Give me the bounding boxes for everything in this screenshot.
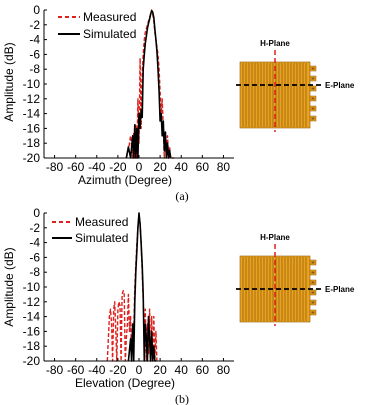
y-tick-label: -14 — [22, 106, 40, 121]
antenna-port-pin — [312, 272, 315, 274]
x-tick-label: 0 — [135, 363, 143, 377]
legend — [52, 215, 128, 245]
antenna-port-pin — [312, 78, 315, 80]
y-tick-label: 0 — [33, 206, 40, 220]
y-tick-label: -6 — [29, 47, 40, 62]
y-tick-label: -18 — [22, 136, 40, 151]
antenna-port-pin — [312, 68, 315, 70]
x-tick-label: 40 — [174, 160, 188, 174]
x-tick-label: 80 — [216, 363, 231, 377]
y-tick-label: -16 — [22, 121, 40, 136]
series-line-simulated — [128, 213, 156, 361]
y-tick-label: -8 — [29, 62, 40, 77]
x-tick-label: -20 — [109, 160, 127, 174]
x-tick-label: 40 — [174, 363, 188, 377]
e-plane-label: E-Plane — [325, 285, 355, 294]
antenna-port-pin — [312, 282, 315, 284]
x-tick-label: 20 — [153, 160, 167, 174]
chart-panel-b — [2, 206, 234, 405]
x-tick-label: -40 — [88, 160, 106, 174]
legend-label-simulated: Simulated — [83, 27, 137, 41]
antenna-ports — [310, 66, 316, 121]
y-axis-label: Amplitude (dB) — [2, 42, 16, 122]
antenna-port-pin — [312, 108, 315, 110]
y-tick-label: -12 — [22, 294, 40, 309]
y-tick-label: -10 — [22, 280, 40, 294]
x-tick-label: 60 — [195, 160, 210, 174]
x-axis-label: Azimuth (Degree) — [77, 173, 173, 187]
legend-label-measured: Measured — [75, 215, 129, 229]
antenna-port-pin — [312, 262, 315, 264]
chart-panel-a — [2, 3, 234, 203]
y-tick-label: -10 — [22, 77, 40, 91]
y-tick-label: -8 — [29, 265, 40, 280]
x-tick-label: -60 — [66, 363, 85, 377]
caption-a: (a) — [175, 189, 189, 203]
h-plane-label: H-Plane — [260, 39, 290, 48]
antenna-port-pin — [312, 302, 315, 304]
y-tick-label: -16 — [22, 324, 40, 339]
y-tick-label: 0 — [33, 3, 40, 17]
x-tick-label: 60 — [195, 363, 210, 377]
x-tick-label: 0 — [135, 160, 143, 174]
antenna-port-pin — [312, 292, 315, 294]
antenna-port-pin — [312, 98, 315, 100]
y-tick-label: -4 — [29, 235, 40, 250]
antenna-port-pin — [312, 312, 315, 314]
x-tick-label: -20 — [109, 363, 127, 377]
caption-b: (b) — [175, 392, 189, 405]
antenna-inset-a — [236, 39, 355, 132]
antenna-ports — [310, 260, 316, 315]
legend-label-measured: Measured — [83, 10, 137, 24]
x-tick-label: -40 — [88, 363, 106, 377]
y-tick-label: -18 — [22, 339, 40, 354]
y-axis-label: Amplitude (dB) — [2, 247, 16, 327]
legend-label-simulated: Simulated — [75, 231, 129, 245]
y-tick-label: -2 — [29, 220, 40, 235]
x-tick-label: 20 — [153, 363, 167, 377]
x-axis-label: Elevation (Degree) — [74, 376, 176, 390]
y-tick-label: -2 — [29, 17, 40, 32]
legend — [58, 10, 136, 41]
x-tick-label: 80 — [216, 160, 231, 174]
y-tick-label: -20 — [22, 151, 40, 165]
antenna-port-pin — [312, 118, 315, 120]
x-tick-label: -60 — [66, 160, 85, 174]
y-tick-label: -20 — [22, 354, 40, 368]
x-tick-label: -80 — [45, 160, 64, 174]
antenna-port-pin — [312, 88, 315, 90]
y-tick-label: -6 — [29, 250, 40, 265]
x-tick-label: -80 — [45, 363, 64, 377]
antenna-inset-b — [236, 233, 355, 326]
y-tick-label: -4 — [29, 32, 40, 47]
y-tick-label: -14 — [22, 309, 40, 324]
h-plane-label: H-Plane — [260, 233, 290, 242]
e-plane-label: E-Plane — [325, 81, 355, 90]
y-tick-label: -12 — [22, 91, 40, 106]
